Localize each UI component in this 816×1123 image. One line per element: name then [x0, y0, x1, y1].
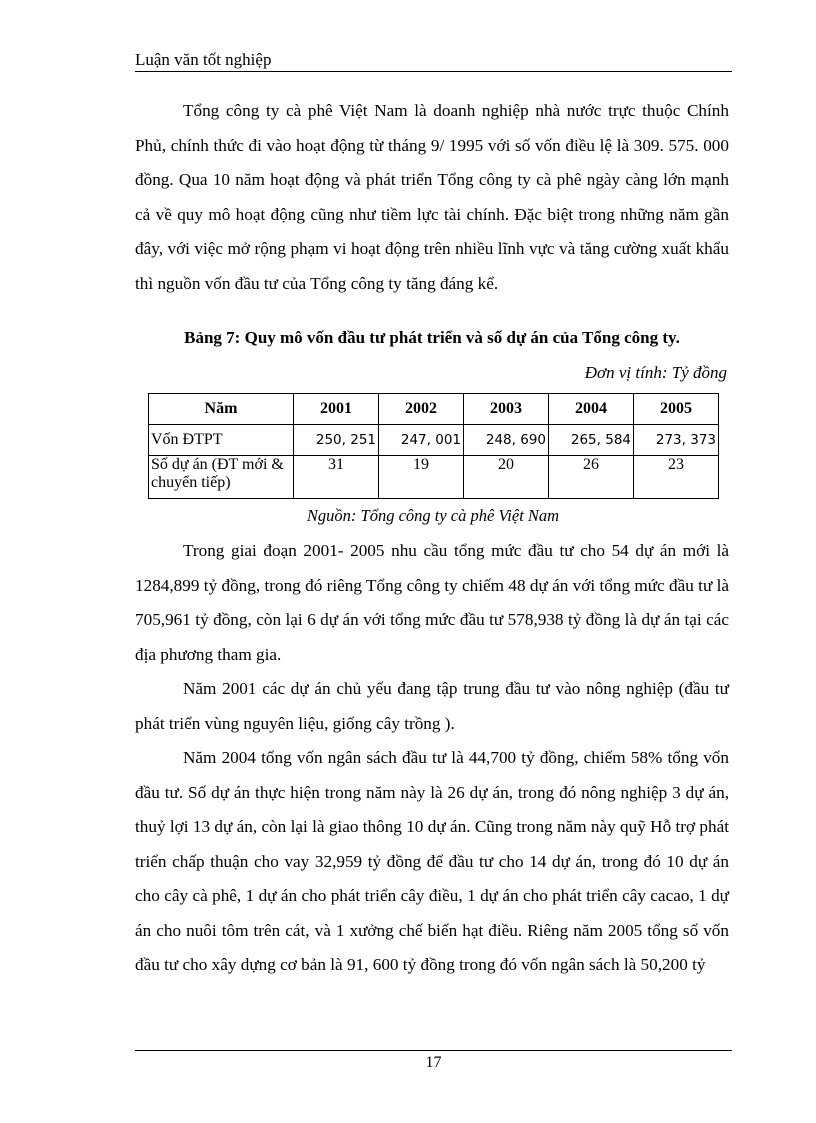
table-cell: 19	[379, 456, 464, 499]
table-cell: 265, 584	[549, 425, 634, 456]
table-row	[149, 456, 719, 499]
table-source: Nguồn: Tổng công ty cà phê Việt Nam	[306, 506, 560, 525]
header-cell-2005: 2005	[634, 394, 719, 425]
intro-paragraph: Tổng công ty cà phê Việt Nam là doanh nghiệp nhà nước trực thuộc Chính Phủ, chính thức đi vào hoạt động từ tháng 9/ 1995 với số vốn điều lệ là 309. 575. 000 đồng. Qua 10 năm hoạt động và phát triển Tổng công ty cà phê ngày càng lớn mạnh cả về quy mô hoạt động cũng như tiềm lực tài chính. Đặc biệt trong những năm gần đây, với việc mở rộng phạm vi hoạt động trên nhiều lĩnh vực và tăng cường xuất khẩu thì nguồn vốn đầu tư của Tổng công ty tăng đáng kể.	[135, 101, 729, 293]
header-cell-2002: 2002	[379, 394, 464, 425]
table-header-row	[149, 394, 719, 425]
intro-section	[135, 94, 729, 301]
body-paragraph: Năm 2004 tổng vốn ngân sách đầu tư là 44,700 tỷ đồng, chiếm 58% tổng vốn đầu tư. Số dự án thực hiện trong năm này là 26 dự án, trong đó nông nghiệp 3 dự án, thuỷ lợi 13 dự án, còn lại là giao thông 10 dự án. Cũng trong năm này quỹ Hỗ trợ phát triển chấp thuận cho vay 32,959 tỷ đồng để đầu tư cho 14 dự án, trong đó 10 dự án cho cây cà phê, 1 dự án cho phát triển cây điều, 1 dự án cho phát triển cây cacao, 1 dự án cho nuôi tôm trên cát, và 1 xưởng chế biến hạt điều. Riêng năm 2005 tổng số vốn đầu tư cho xây dựng cơ bản là 91, 600 tỷ đồng trong đó vốn ngân sách là 50,200 tỷ	[135, 748, 729, 974]
investment-table	[148, 393, 719, 499]
row-label-capital: Vốn ĐTPT	[149, 425, 294, 456]
header-cell-2001: 2001	[294, 394, 379, 425]
header-cell-2004: 2004	[549, 394, 634, 425]
footer-divider	[135, 1050, 732, 1051]
table-row	[149, 425, 719, 456]
header-divider	[135, 71, 732, 72]
header-cell-2003: 2003	[464, 394, 549, 425]
table-cell: 23	[634, 456, 719, 499]
table-unit: Đơn vị tính: Tỷ đồng	[584, 363, 727, 382]
table-cell: 250, 251	[294, 425, 379, 456]
table-cell: 20	[464, 456, 549, 499]
table-title: Bảng 7: Quy mô vốn đầu tư phát triển và số dự án của Tổng công ty.	[184, 328, 680, 347]
page-number: 17	[425, 1054, 442, 1071]
page-header-title: Luận văn tốt nghiệp	[135, 50, 272, 69]
row-label-projects: Số dự án (ĐT mới & chuyển tiếp)	[149, 456, 294, 499]
table-cell: 273, 373	[634, 425, 719, 456]
body-section	[135, 534, 729, 983]
table-cell: 31	[294, 456, 379, 499]
table-cell: 26	[549, 456, 634, 499]
header-cell-year: Năm	[149, 394, 294, 425]
table-cell: 247, 001	[379, 425, 464, 456]
body-paragraph: Trong giai đoạn 2001- 2005 nhu cầu tổng mức đầu tư cho 54 dự án mới là 1284,899 tỷ đồng, trong đó riêng Tổng công ty chiếm 48 dự án với tổng mức đầu tư là 705,961 tỷ đồng, còn lại 6 dự án với tổng mức đầu tư 578,938 tỷ đồng là dự án tại các địa phương tham gia.	[135, 541, 729, 664]
table-cell: 248, 690	[464, 425, 549, 456]
body-paragraph: Năm 2001 các dự án chủ yếu đang tập trung đầu tư vào nông nghiệp (đầu tư phát triển vùng nguyên liệu, giống cây trồng ).	[135, 679, 729, 733]
